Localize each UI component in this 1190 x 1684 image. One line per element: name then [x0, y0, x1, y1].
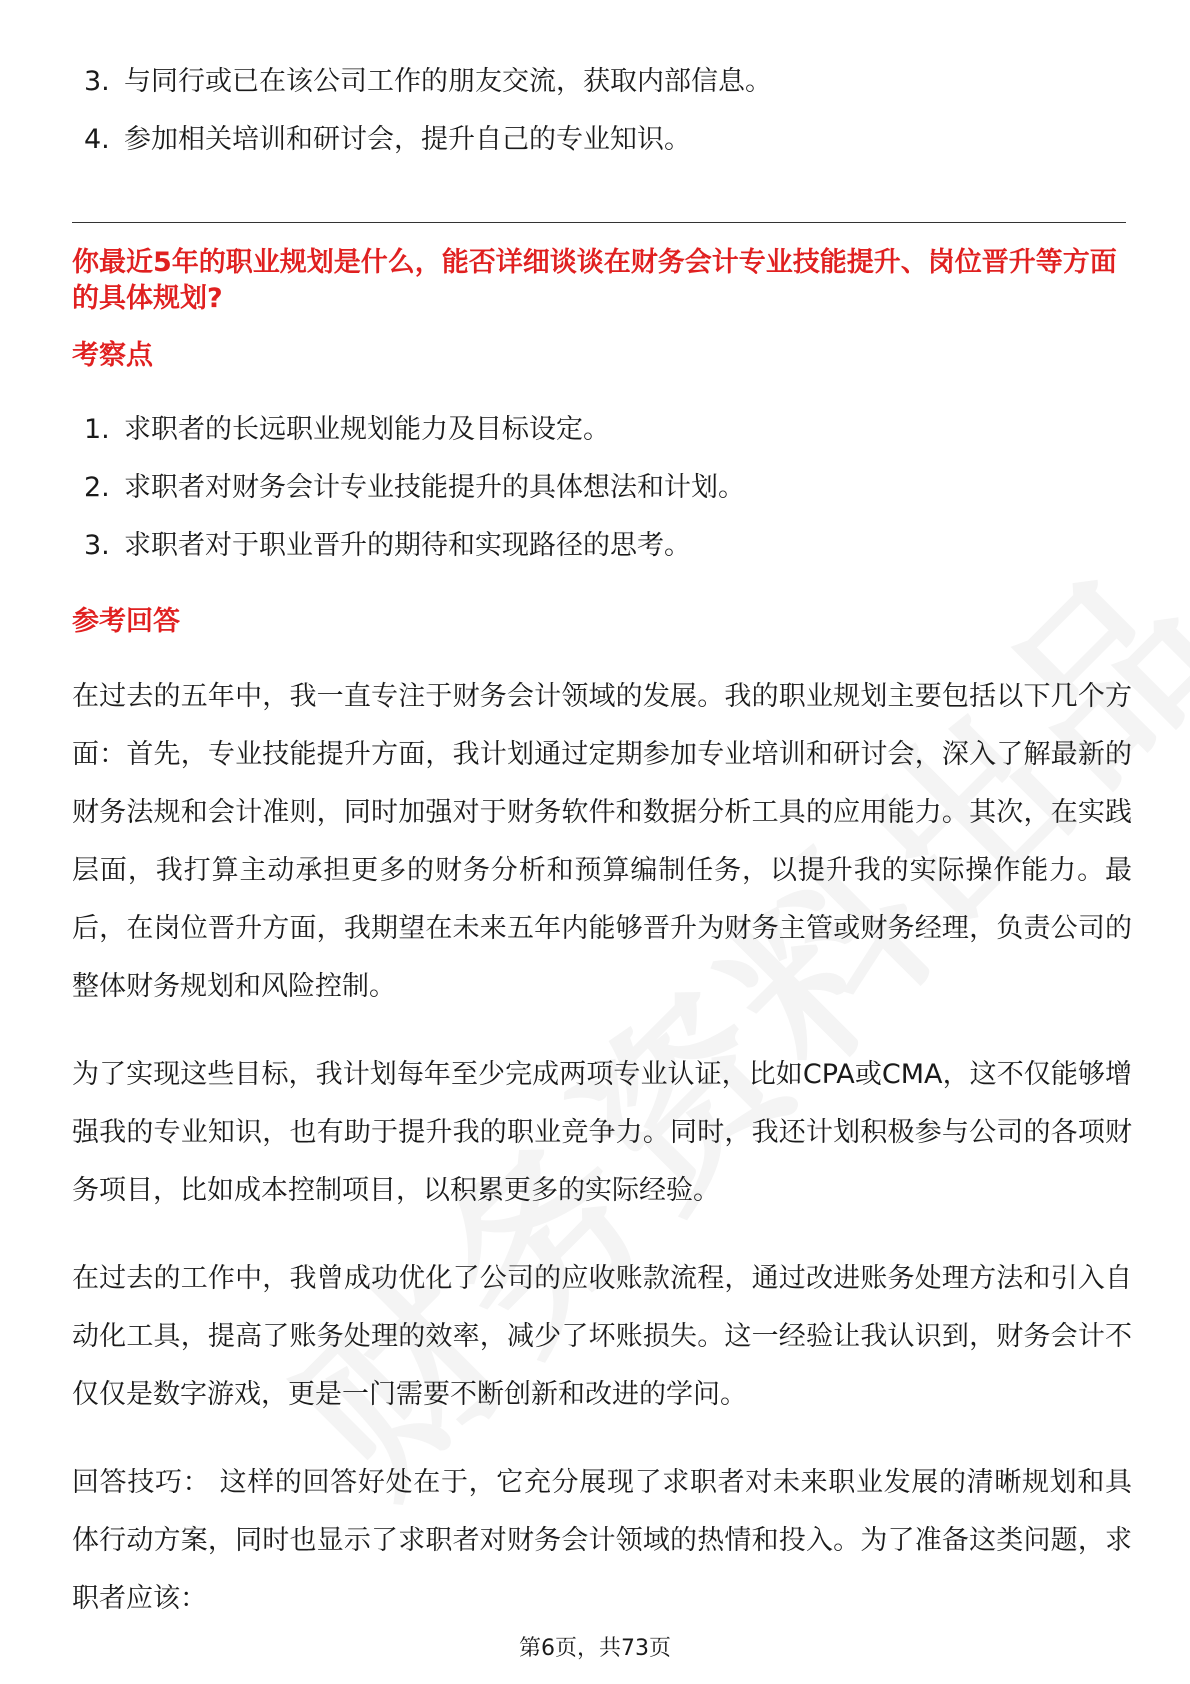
page-number-footer: 第6页，共73页 — [519, 1636, 671, 1661]
continued-list — [72, 64, 772, 180]
list-item-number: 1. — [84, 414, 110, 445]
list-item — [72, 412, 745, 448]
list-item — [72, 122, 772, 158]
list-item-text: 求职者的长远职业规划能力及目标设定。 — [124, 414, 610, 445]
answer-paragraph: 在过去的五年中，我一直专注于财务会计领域的发展。我的职业规划主要包括以下几个方面：首先，专业技能提升方面，我计划通过定期参加专业培训和研讨会，深入了解最新的财务法规和会计准则，同时加强对于财务软件和数据分析工具的应用能力。其次，在实践层面，我打算主动承担更多的财务分析和预算编制任务，以提升我的实际操作能力。最后，在岗位晋升方面，我期望在未来五年内能够晋升为财务主管或财务经理，负责公司的整体财务规划和风险控制。 — [72, 681, 1132, 1002]
answer-tips-paragraph: 回答技巧： 这样的回答好处在于，它充分展现了求职者对未来职业发展的清晰规划和具体行动方案，同时也显示了求职者对财务会计领域的热情和投入。为了准备这类问题，求职者应该： — [72, 1467, 1132, 1614]
list-item-text: 求职者对财务会计专业技能提升的具体想法和计划。 — [124, 472, 745, 503]
list-item — [72, 528, 745, 564]
assessment-points-list — [72, 412, 745, 586]
list-item-text: 求职者对于职业晋升的期待和实现路径的思考。 — [124, 530, 691, 561]
list-item-number: 4. — [84, 124, 110, 155]
list-item — [72, 470, 745, 506]
assessment-points-heading: 考察点 — [72, 340, 153, 371]
list-item-text: 与同行或已在该公司工作的朋友交流，获取内部信息。 — [124, 66, 772, 97]
list-item-number: 2. — [84, 472, 110, 503]
document-page — [72, 0, 1132, 1684]
list-item-number: 3. — [84, 530, 110, 561]
list-item-number: 3. — [84, 66, 110, 97]
list-item — [72, 64, 772, 100]
answer-paragraph: 在过去的工作中，我曾成功优化了公司的应收账款流程，通过改进账务处理方法和引入自动化工具，提高了账务处理的效率，减少了坏账损失。这一经验让我认识到，财务会计不仅仅是数字游戏，更是一门需要不断创新和改进的学问。 — [72, 1263, 1132, 1410]
list-item-text: 参加相关培训和研讨会，提升自己的专业知识。 — [124, 124, 691, 155]
section-divider — [72, 222, 1126, 223]
interview-question: 你最近5年的职业规划是什么，能否详细谈谈在财务会计专业技能提升、岗位晋升等方面的具体规划? — [72, 247, 1117, 314]
reference-answer-heading: 参考回答 — [72, 606, 180, 637]
answer-paragraph: 为了实现这些目标，我计划每年至少完成两项专业认证，比如CPA或CMA，这不仅能够增强我的专业知识，也有助于提升我的职业竞争力。同时，我还计划积极参与公司的各项财务项目，比如成本控制项目，以积累更多的实际经验。 — [72, 1059, 1132, 1206]
